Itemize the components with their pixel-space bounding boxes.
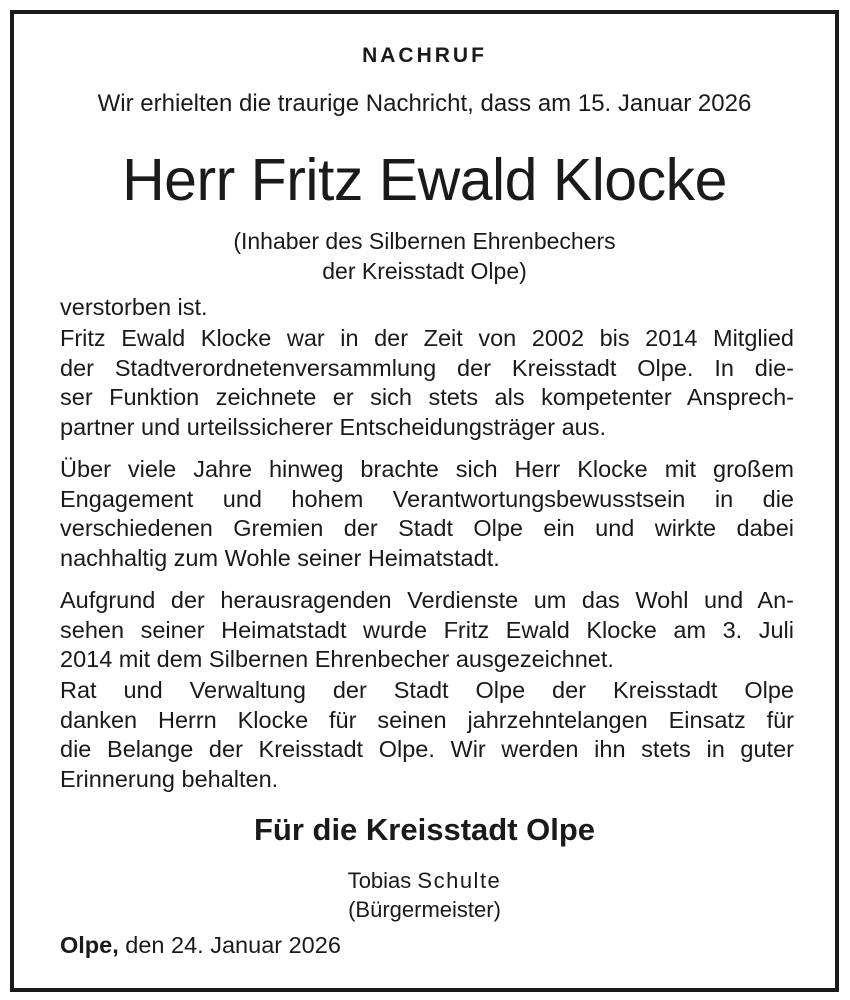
paragraph-line: ser Funktion zeichnete er sich stets als kompetenter Ansprech-	[60, 384, 794, 410]
subtitle-line-2: der Kreisstadt Olpe)	[322, 258, 527, 284]
paragraph-line: sehen seiner Heimatstadt wurde Fritz Ewald Klocke am 3. Juli	[60, 616, 794, 643]
paragraph-2	[60, 455, 794, 573]
footer-place: Olpe,	[60, 932, 119, 958]
place-date-line	[60, 932, 341, 959]
signer-last-name: Schulte	[417, 868, 502, 893]
paragraph-line: Rat und Verwaltung der Stadt Olpe der Kreisstadt Olpe	[60, 677, 794, 703]
obituary-notice	[10, 10, 839, 992]
paragraph-line: Aufgrund der herausragenden Verdienste um das Wohl und An-	[60, 587, 794, 613]
signer-role: (Bürgermeister)	[348, 897, 501, 922]
organization-name: Für die Kreisstadt Olpe	[253, 812, 596, 847]
paragraph-line: Engagement und hohem Verantwortungsbewusstsein in die	[60, 485, 794, 512]
subtitle-line-1: (Inhaber des Silbernen Ehrenbechers	[233, 228, 616, 254]
footer-date: den 24. Januar 2026	[125, 932, 341, 958]
paragraph-line: partner und urteilssicherer Entscheidungsträger aus.	[60, 413, 607, 440]
paragraph-line: danken Herrn Klocke für seinen jahrzehntelangen Einsatz für	[60, 706, 794, 733]
paragraph-line: 2014 mit dem Silbernen Ehrenbecher ausgezeichnet.	[60, 646, 614, 672]
paragraph-line: verschiedenen Gremien der Stadt Olpe ein und wirkte dabei	[60, 515, 794, 541]
signer-name	[14, 866, 835, 895]
signer-first-name: Tobias	[347, 868, 412, 893]
honor-subtitle	[14, 226, 835, 286]
paragraph-line: nachhaltig zum Wohle seiner Heimatstadt.	[60, 544, 500, 571]
paragraph-line: der Stadtverordnetenversammlung der Kreisstadt Olpe. In die-	[60, 354, 794, 381]
paragraph-line: Fritz Ewald Klocke war in der Zeit von 2002 bis 2014 Mitglied	[60, 325, 794, 351]
closing-phrase: verstorben ist.	[60, 294, 208, 320]
paragraph-4	[60, 676, 794, 794]
notice-heading: NACHRUF	[362, 44, 487, 67]
paragraph-3	[60, 586, 794, 675]
paragraph-1	[60, 324, 794, 442]
paragraph-line: Über viele Jahre hinweg brachte sich Herr Klocke mit großem	[60, 456, 794, 482]
signer-block	[14, 866, 835, 924]
paragraph-line: Erinnerung behalten.	[60, 765, 279, 792]
paragraph-line: die Belange der Kreisstadt Olpe. Wir werden ihn stets in guter	[60, 736, 794, 762]
intro-text: Wir erhielten die traurige Nachricht, dass am 15. Januar 2026	[97, 90, 752, 117]
deceased-name: Herr Fritz Ewald Klocke	[122, 147, 727, 213]
